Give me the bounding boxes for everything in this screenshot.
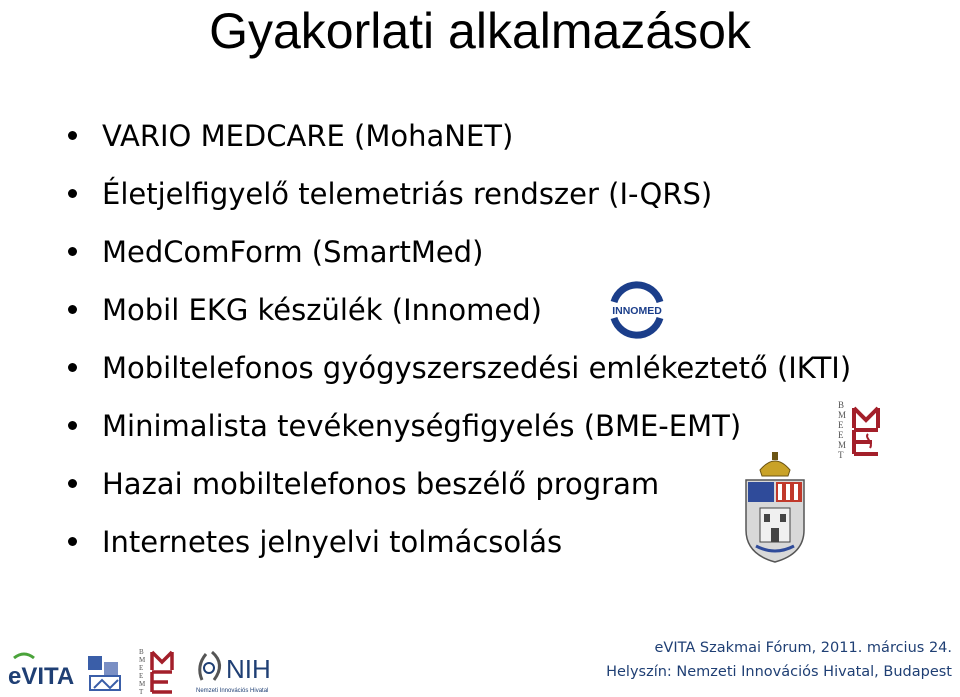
svg-text:B: B [139, 648, 144, 656]
bullet-item: Életjelfigyelő telemetriás rendszer (I-QRS) [66, 171, 851, 229]
svg-text:E: E [139, 672, 144, 680]
svg-text:E: E [838, 420, 844, 430]
svg-text:M: M [139, 656, 146, 664]
bullet-item: Internetes jelnyelvi tolmácsolás [66, 519, 851, 577]
nj-logo [84, 652, 126, 694]
bullet-item: VARIO MEDCARE (MohaNET) [66, 113, 851, 171]
evita-logo [4, 650, 78, 694]
bme-emt-logo [836, 398, 888, 460]
bullet-list [66, 113, 851, 577]
bullet-item: Hazai mobiltelefonos beszélő program [66, 461, 851, 519]
footer-venue-line: Helyszín: Nemzeti Innovációs Hivatal, Budapest [606, 664, 952, 680]
svg-text:T: T [838, 450, 844, 460]
bullet-item: Mobil EKG készülék (Innomed) [66, 287, 851, 345]
svg-text:M: M [139, 680, 146, 688]
nih-logo-text: NIH [226, 654, 271, 684]
svg-text:E: E [139, 664, 144, 672]
svg-text:E: E [838, 430, 844, 440]
bullet-item: Mobiltelefonos gyógyszerszedési emlékeztető (IKTI) [66, 345, 851, 403]
evita-logo-text: eVITA [8, 663, 75, 690]
svg-text:M: M [838, 410, 847, 420]
nih-logo [192, 646, 282, 696]
nih-logo-subtext: Nemzeti Innovációs Hivatal [196, 688, 269, 694]
innomed-logo [606, 280, 668, 340]
footer-event-line: eVITA Szakmai Fórum, 2011. március 24. [654, 640, 952, 656]
svg-text:M: M [838, 440, 847, 450]
coat-of-arms-logo [742, 450, 808, 564]
bullet-item: MedComForm (SmartMed) [66, 229, 851, 287]
svg-text:B: B [838, 400, 845, 410]
bullet-item: Minimalista tevékenységfigyelés (BME-EMT) [66, 403, 851, 461]
innomed-logo-text: INNOMED [612, 305, 662, 317]
svg-text:T: T [139, 688, 144, 696]
bme-emt-footer-logo [138, 646, 184, 696]
slide-title: Gyakorlati alkalmazások [209, 3, 751, 59]
